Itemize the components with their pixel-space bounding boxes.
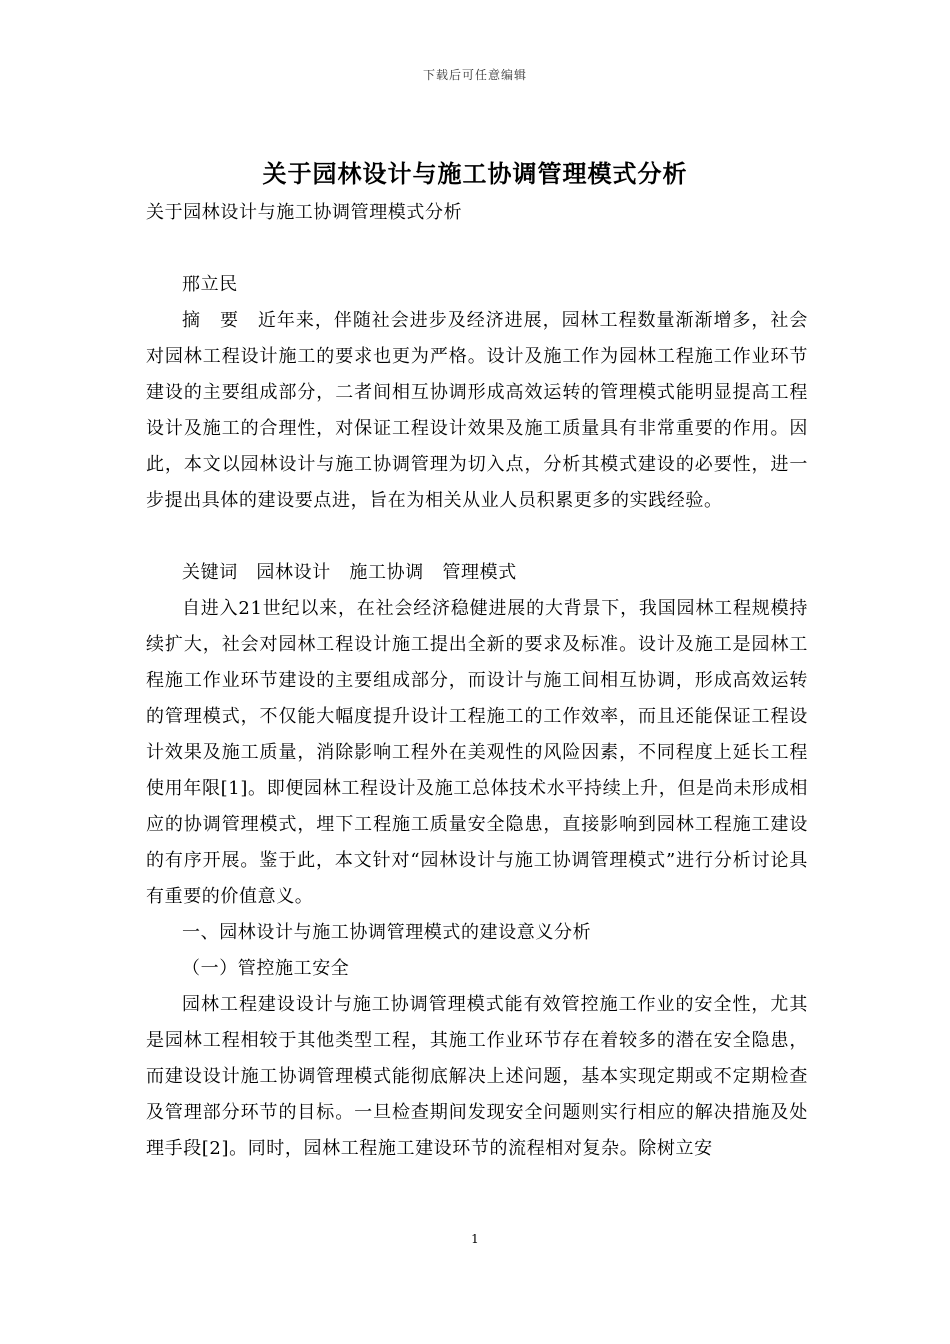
- subsection-heading: （一）管控施工安全: [182, 958, 350, 979]
- subtitle-line: 关于园林设计与施工协调管理模式分析: [146, 202, 463, 223]
- blank-line: [146, 231, 808, 267]
- abstract-paragraph: 摘 要 近年来，伴随社会进步及经济进展，园林工程数量渐渐增多，社会对园林工程设计施工的要求也更为严格。设计及施工作为园林工程施工作业环节建设的主要组成部分，二者间相互协调形成高效运转的管理模式能明显提高工程设计及施工的合理性，对保证工程设计效果及施工质量具有非常重要的作用。因此，本文以园林设计与施工协调管理为切入点，分析其模式建设的必要性，进一步提出具体的建设要点进，旨在为相关从业人员积累更多的实践经验。: [146, 310, 808, 511]
- intro-paragraph: 自进入21世纪以来，在社会经济稳健进展的大背景下，我国园林工程规模持续扩大，社会对园林工程设计施工提出全新的要求及标准。设计及施工是园林工程施工作业环节建设的主要组成部分，而设计与施工间相互协调，形成高效运转的管理模式，不仅能大幅度提升设计工程施工的工作效率，而且还能保证工程设计效果及施工质量，消除影响工程外在美观性的风险因素，不同程度上延长工程使用年限[1]。即便园林工程设计及施工总体技术水平持续上升，但是尚未形成相应的协调管理模式，埋下工程施工质量安全隐患，直接影响到园林工程施工建设的有序开展。鉴于此，本文针对“园林设计与施工协调管理模式”进行分析讨论具有重要的价值意义。: [146, 598, 808, 907]
- section-heading: 一、园林设计与施工协调管理模式的建设意义分析: [182, 922, 592, 943]
- page-number: 1: [471, 1232, 479, 1246]
- author-line: 邢立民: [182, 274, 238, 295]
- header-note: 下载后可任意编辑: [422, 68, 527, 82]
- blank-line: [146, 519, 808, 555]
- document-title: 关于园林设计与施工协调管理模式分析: [262, 160, 688, 188]
- keywords-line: 关键词 园林设计 施工协调 管理模式: [182, 562, 517, 583]
- body-paragraph: 园林工程建设设计与施工协调管理模式能有效管控施工作业的安全性，尤其是园林工程相较于其他类型工程，其施工作业环节存在着较多的潜在安全隐患，而建设设计施工协调管理模式能彻底解决上述问题，基本实现定期或不定期检查及管理部分环节的目标。一旦检查期间发现安全问题则实行相应的解决措施及处理手段[2]。同时，园林工程施工建设环节的流程相对复杂。除树立安: [146, 994, 808, 1159]
- document-body: [146, 195, 808, 1167]
